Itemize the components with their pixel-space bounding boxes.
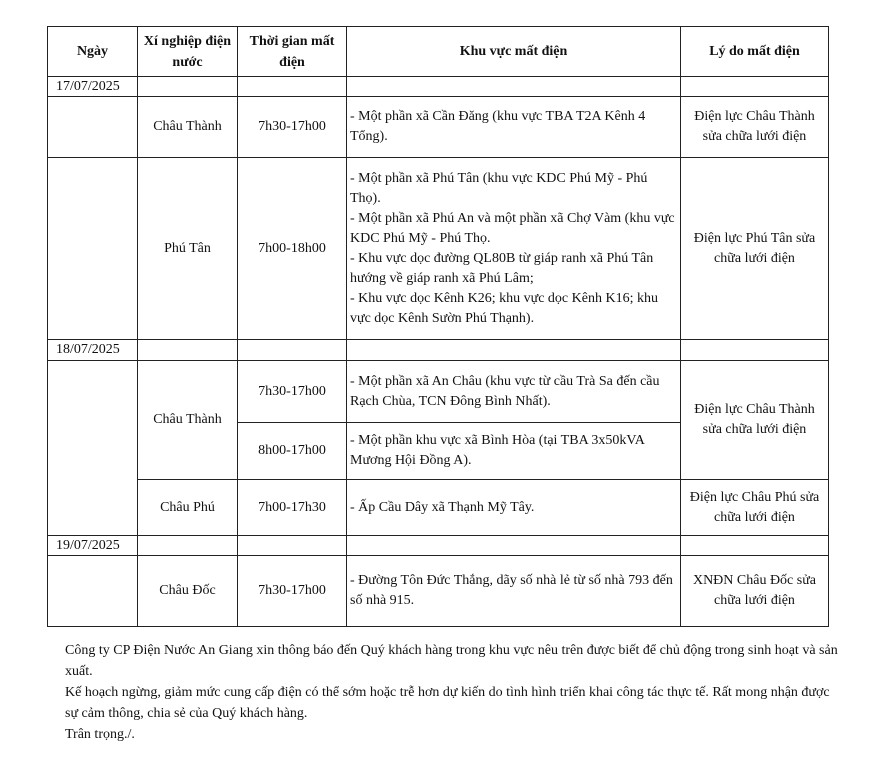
notice-paragraph: Kế hoạch ngừng, giảm mức cung cấp điện có thể sớm hoặc trễ hơn dự kiến do tình hình triển khai công tác thực tế. Rất mong nhận được sự cảm thông, chia sẻ của Quý khách hàng. [65,685,830,721]
area-cell [347,480,681,536]
time-cell: 7h30-17h00 [238,97,347,158]
area-line: - Một phần xã Cần Đăng (khu vực TBA T2A Kênh 4 Tổng). [350,109,646,144]
enterprise-cell: Phú Tân [138,158,238,340]
enterprise-cell: Châu Đốc [138,556,238,627]
date-cell: 19/07/2025 [48,536,138,556]
time-cell: 7h30-17h00 [238,361,347,423]
date-cell: 18/07/2025 [48,340,138,361]
table-row [48,480,829,536]
notice-text [49,640,839,745]
date-cell: 17/07/2025 [48,77,138,97]
table-row [48,158,829,340]
outage-schedule-table [47,26,829,627]
closing-line: Trân trọng./. [65,727,135,742]
reason-cell: Điện lực Châu Thành sửa chữa lưới điện [681,361,829,480]
time-cell: 7h00-18h00 [238,158,347,340]
header-date: Ngày [48,27,138,77]
notice-paragraph: Công ty CP Điện Nước An Giang xin thông báo đến Quý khách hàng trong khu vực nêu trên được biết để chủ động trong sinh hoạt và sản xuất. [65,643,838,679]
header-time: Thời gian mất điện [238,27,347,77]
area-cell [347,556,681,627]
area-line: - Đường Tôn Đức Thắng, dãy số nhà lẻ từ số nhà 793 đến số nhà 915. [350,573,673,608]
area-line: - Khu vực dọc Kênh K26; khu vực dọc Kênh K16; khu vực dọc Kênh Sườn Phú Thạnh). [350,290,658,326]
header-enterprise: Xí nghiệp điện nước [138,27,238,77]
enterprise-cell: Châu Phú [138,480,238,536]
area-cell [347,97,681,158]
reason-cell: Điện lực Châu Thành sửa chữa lưới điện [681,97,829,158]
date-row [48,536,829,556]
header-row [48,27,829,77]
date-row [48,340,829,361]
header-reason: Lý do mất điện [681,27,829,77]
time-cell: 7h30-17h00 [238,556,347,627]
table-row [48,361,829,423]
area-line: - Khu vực dọc đường QL80B từ giáp ranh xã Phú Tân hướng về giáp ranh xã Phú Lâm; [350,250,654,286]
header-area: Khu vực mất điện [347,27,681,77]
area-cell [347,158,681,340]
time-cell: 7h00-17h30 [238,480,347,536]
area-line: - Một phần xã An Châu (khu vực từ cầu Trà Sa đến cầu Rạch Chùa, TCN Đông Bình Nhất). [350,373,660,409]
area-line: - Một phần xã Phú An và một phần xã Chợ Vàm (khu vực KDC Phú Mỹ - Phú Thọ. [350,210,675,246]
time-cell: 8h00-17h00 [238,423,347,480]
date-row [48,77,829,97]
area-line: - Một phần khu vực xã Bình Hòa (tại TBA 3x50kVA Mương Hội Đồng A). [350,433,645,468]
reason-cell: XNĐN Châu Đốc sửa chữa lưới điện [681,556,829,627]
table-row [48,97,829,158]
enterprise-cell: Châu Thành [138,361,238,480]
enterprise-cell: Châu Thành [138,97,238,158]
area-cell [347,423,681,480]
area-line: - Ấp Cầu Dây xã Thạnh Mỹ Tây. [350,499,535,515]
area-cell [347,361,681,423]
reason-cell: Điện lực Châu Phú sửa chữa lưới điện [681,480,829,536]
table-row [48,556,829,627]
area-line: - Một phần xã Phú Tân (khu vực KDC Phú Mỹ - Phú Thọ). [350,170,648,206]
reason-cell: Điện lực Phú Tân sửa chữa lưới điện [681,158,829,340]
